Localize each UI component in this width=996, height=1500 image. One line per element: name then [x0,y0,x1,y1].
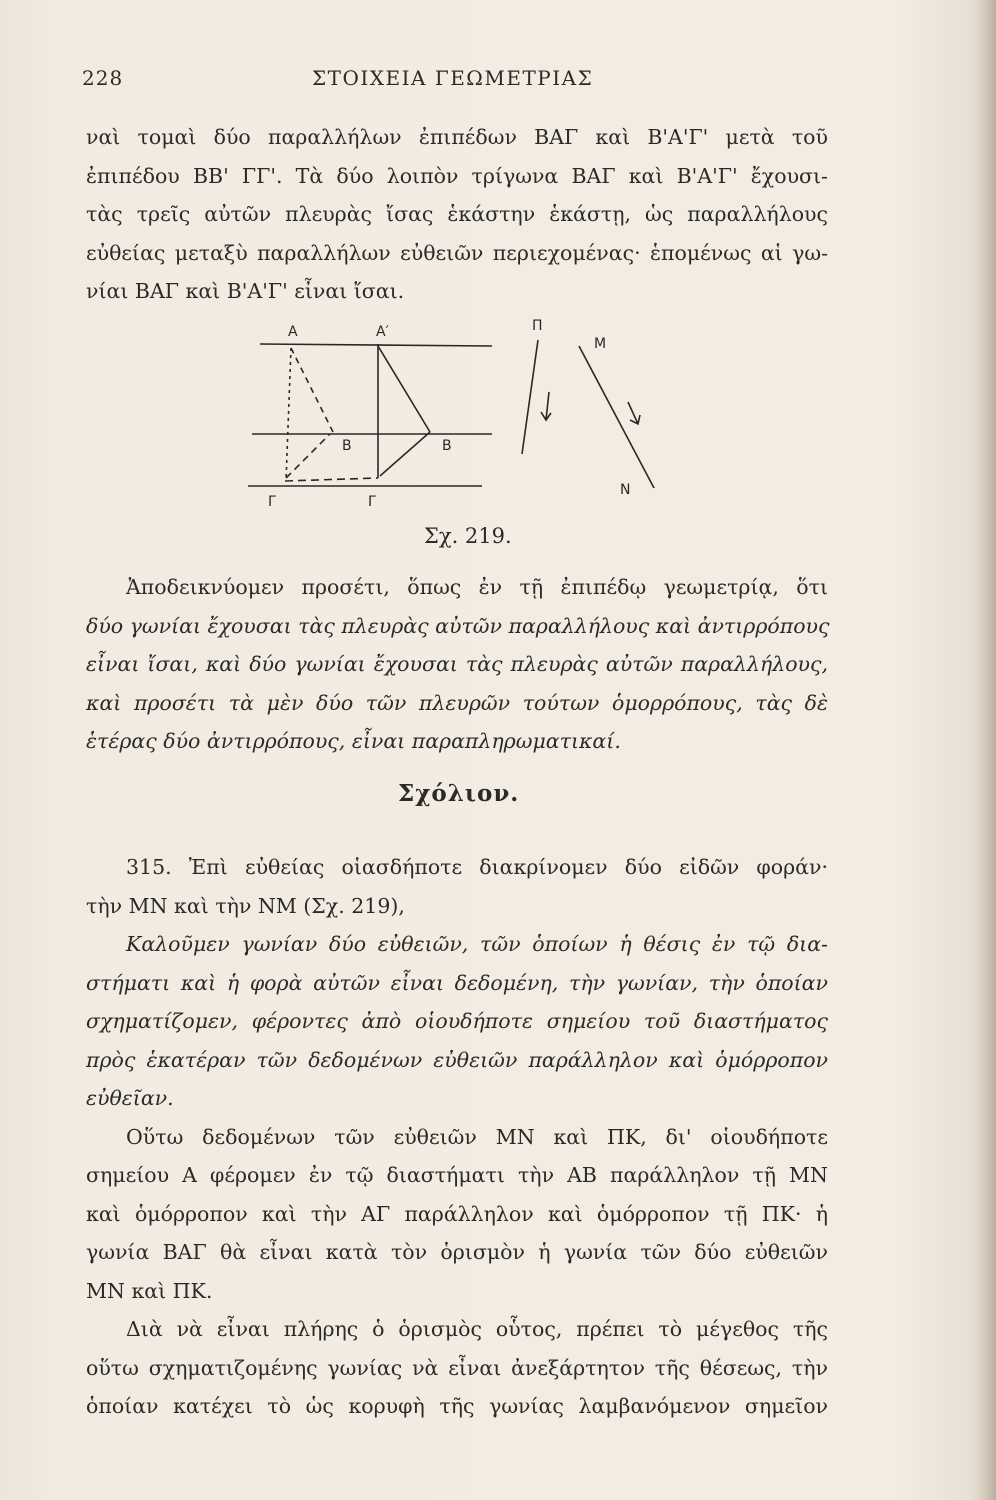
text-line: εὐθείας μεταξὺ παραλλήλων εὐθειῶν περιεχομένας· ἑπομένως αἱ γω- [86,240,828,265]
definition-line: στήματι καὶ ἡ φορὰ αὐτῶν εἶναι δεδομένη, τὴν γωνίαν, τὴν ὁποίαν [86,970,828,995]
theorem-line: καὶ προσέτι τὰ μὲν δύο τῶν πλευρῶν τούτων ὁμορρόπους, τὰς δὲ [86,690,828,715]
line-p-k [522,340,538,454]
plane-top-line [260,344,492,346]
text-line: ὁποίαν κατέχει τὸ ὡς κορυφὴ τῆς γωνίας λαμβανόμενον σημεῖον [86,1394,828,1418]
segment-a-prime-b-prime [378,346,430,432]
text-line: 315. Ἐπὶ εὐθείας οἱασδήποτε διακρίνομεν δύο εἰδῶν φοράν· [126,855,828,879]
theorem-line: εἶναι ἴσαι, καὶ δύο γωνίαι ἔχουσαι τὰς πλευρὰς αὐτῶν παραλλήλους, [86,652,828,676]
page-header [82,66,842,96]
text-line: καὶ ὁμόρροπον καὶ τὴν ΑΓ παράλληλον καὶ ὁμόρροπον τῇ ΠΚ· ἡ [86,1201,828,1226]
line-m-n [579,346,654,488]
text-line: τὰς τρεῖς αὐτῶν πλευρὰς ἴσας ἑκάστην ἑκάστῃ, ὡς παραλλήλους [86,202,828,226]
figure-caption: Σχ. 219. [424,524,512,548]
paragraph-1 [86,118,828,311]
arrow-down-icon [541,392,551,420]
theorem-line: ἑτέρας δύο ἀντιρρόπους, εἶναι παραπληρωματικαί. [86,729,621,753]
label-b-prime: Β [442,438,452,454]
page-number: 228 [82,66,124,90]
segment-a-g [286,348,291,481]
definition-line: σχηματίζομεν, φέροντες ἀπὸ οἱουδήποτε σημείου τοῦ διαστήματος [86,1009,828,1033]
text-line: νίαι ΒΑΓ καὶ Β'Α'Γ' εἶναι ἴσαι. [86,279,405,303]
text-line: οὕτω σχηματιζομένης γωνίας νὰ εἶναι ἀνεξάρτητον τῆς θέσεως, τὴν [86,1355,828,1380]
paragraph-2 [86,568,828,761]
text-line: ΜΝ καὶ ΠΚ. [86,1278,213,1303]
running-title: ΣΤΟΙΧΕΙΑ ΓΕΩΜΕΤΡΙΑΣ [312,66,594,90]
definition-line: εὐθεῖαν. [86,1086,174,1110]
paragraph-3 [86,848,828,1426]
segment-g-g-prime [285,478,378,481]
label-b: Β [342,438,352,454]
text-line: Ἀποδεικνύομεν προσέτι, ὅπως ἐν τῇ ἐπιπέδῳ γεωμετρίᾳ, ὅτι [126,575,828,599]
text-line: σημείου Α φέρομεν ἐν τῷ διαστήματι τὴν ΑΒ παράλληλον τῇ ΜΝ [86,1163,828,1187]
definition-line: Καλοῦμεν γωνίαν δύο εὐθειῶν, τῶν ὁποίων ἡ θέσις ἐν τῷ δια- [126,932,828,956]
label-g: Γ [268,494,276,510]
label-a: Α [288,324,298,340]
segment-a-b [291,348,335,436]
definition-line: πρὸς ἑκατέραν τῶν δεδομένων εὐθειῶν παράλληλον καὶ ὁμόρροπον [86,1047,828,1072]
arrow-down-icon [628,402,640,424]
text-line: ναὶ τομαὶ δύο παραλλήλων ἐπιπέδων ΒΑΓ καὶ Β'Α'Γ' μετὰ τοῦ [86,125,828,149]
segment-g-prime-b-prime [380,432,430,476]
text-line: τὴν ΜΝ καὶ τὴν ΝΜ (Σχ. 219), [86,893,405,918]
figure-219 [240,316,670,516]
label-p: Π [532,318,543,334]
text-line: Οὕτω δεδομένων τῶν εὐθειῶν ΜΝ καὶ ΠΚ, δι' οἱουδήποτε [126,1124,828,1149]
text-line: ἐπιπέδου ΒΒ' ΓΓ'. Τὰ δύο λοιπὸν τρίγωνα ΒΑΓ καὶ Β'Α'Γ' ἔχουσι- [86,163,828,188]
segment-g-b [286,434,330,478]
theorem-line: δύο γωνίαι ἔχουσαι τὰς πλευρὰς αὐτῶν παραλλήλους καὶ ἀντιρρόπους [86,613,830,638]
label-n: Ν [620,482,631,498]
section-title: Σχόλιον. [398,780,520,807]
text-line: Διὰ νὰ εἶναι πλήρης ὁ ὁρισμὸς οὗτος, πρέπει τὸ μέγεθος τῆς [126,1317,828,1341]
text-line: γωνία ΒΑΓ θὰ εἶναι κατὰ τὸν ὁρισμὸν ἡ γωνία τῶν δύο εὐθειῶν [86,1240,828,1264]
label-m: Μ [594,336,607,352]
label-g-prime: Γ [368,494,376,510]
label-a-prime: Α′ [376,324,389,340]
page-edge [974,0,996,1500]
